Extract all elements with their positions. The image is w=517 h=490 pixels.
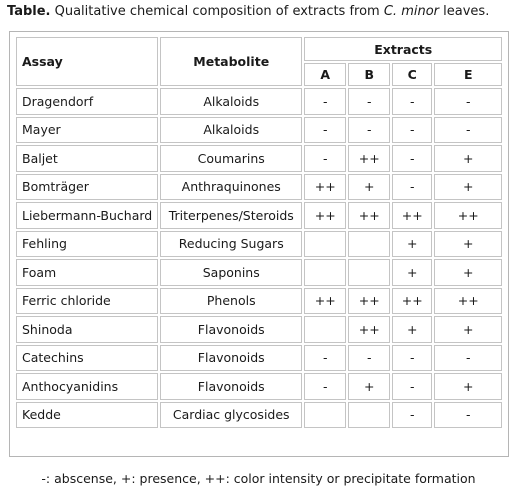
assay-cell: Shinoda [16,316,158,343]
extract-e-cell: + [434,145,502,172]
metabolite-cell: Anthraquinones [160,174,302,201]
extract-b-cell: ++ [348,145,390,172]
extract-e-cell: - [434,402,502,429]
header-metabolite: Metabolite [160,37,302,86]
extract-a-cell [304,259,346,286]
extract-c-cell: + [392,259,432,286]
assay-cell: Mayer [16,117,158,144]
table-caption [7,3,489,21]
extract-b-cell: + [348,174,390,201]
extract-c-cell: - [392,373,432,400]
metabolite-cell: Alkaloids [160,88,302,115]
extract-a-cell: - [304,145,346,172]
header-extract-a: A [304,63,346,86]
assay-cell: Foam [16,259,158,286]
extract-e-cell: + [434,316,502,343]
caption-text: Qualitative chemical composition of extracts from [50,4,384,19]
metabolite-cell: Reducing Sugars [160,231,302,258]
metabolite-cell: Flavonoids [160,316,302,343]
extract-b-cell: - [348,88,390,115]
extract-a-cell [304,402,346,429]
metabolite-cell: Flavonoids [160,373,302,400]
table-footnote: -: abscense, +: presence, ++: color intensity or precipitate formation [41,471,476,486]
header-extract-e: E [434,63,502,86]
caption-text-end: leaves. [439,4,490,19]
header-extract-b: B [348,63,390,86]
metabolite-cell: Saponins [160,259,302,286]
assay-cell: Kedde [16,402,158,429]
assay-cell: Dragendorf [16,88,158,115]
extract-a-cell: - [304,117,346,144]
extract-a-cell [304,316,346,343]
extract-a-cell: - [304,373,346,400]
table-row [16,402,502,429]
table-row [16,202,502,229]
extract-b-cell: ++ [348,288,390,315]
extract-e-cell: + [434,259,502,286]
extract-e-cell: ++ [434,202,502,229]
composition-table [14,35,504,430]
table-row [16,231,502,258]
extract-a-cell: ++ [304,174,346,201]
extract-b-cell [348,259,390,286]
header-extracts: Extracts [304,37,502,61]
extract-a-cell: - [304,88,346,115]
extract-b-cell: ++ [348,316,390,343]
metabolite-cell: Triterpenes/Steroids [160,202,302,229]
extract-b-cell: - [348,345,390,372]
table-row [16,345,502,372]
extract-c-cell: - [392,145,432,172]
extract-c-cell: + [392,316,432,343]
extract-c-cell: + [392,231,432,258]
extract-b-cell [348,402,390,429]
assay-cell: Fehling [16,231,158,258]
extract-a-cell [304,231,346,258]
assay-cell: Anthocyanidins [16,373,158,400]
extract-e-cell: + [434,373,502,400]
extract-a-cell: - [304,345,346,372]
table-row [16,88,502,115]
extract-e-cell: - [434,345,502,372]
metabolite-cell: Alkaloids [160,117,302,144]
extract-b-cell [348,231,390,258]
table-row [16,117,502,144]
extract-e-cell: + [434,231,502,258]
metabolite-cell: Flavonoids [160,345,302,372]
assay-cell: Bomträger [16,174,158,201]
extract-a-cell: ++ [304,202,346,229]
table-row [16,259,502,286]
table-row [16,145,502,172]
extract-b-cell: - [348,117,390,144]
extract-e-cell: ++ [434,288,502,315]
extract-c-cell: ++ [392,202,432,229]
extract-c-cell: - [392,345,432,372]
header-assay: Assay [16,37,158,86]
table-row [16,288,502,315]
extract-b-cell: + [348,373,390,400]
extract-e-cell: + [434,174,502,201]
caption-lead: Table. [7,4,51,19]
extract-b-cell: ++ [348,202,390,229]
extract-e-cell: - [434,88,502,115]
extract-e-cell: - [434,117,502,144]
extract-a-cell: ++ [304,288,346,315]
header-extract-c: C [392,63,432,86]
extract-c-cell: - [392,88,432,115]
assay-cell: Baljet [16,145,158,172]
assay-cell: Liebermann-Buchard [16,202,158,229]
extract-c-cell: - [392,402,432,429]
assay-cell: Catechins [16,345,158,372]
metabolite-cell: Coumarins [160,145,302,172]
header-row-1 [16,37,502,61]
caption-species: C. minor [383,4,440,19]
extract-c-cell: - [392,174,432,201]
extract-c-cell: ++ [392,288,432,315]
table-row [16,316,502,343]
assay-cell: Ferric chloride [16,288,158,315]
extract-c-cell: - [392,117,432,144]
metabolite-cell: Cardiac glycosides [160,402,302,429]
table-row [16,174,502,201]
metabolite-cell: Phenols [160,288,302,315]
table-row [16,373,502,400]
